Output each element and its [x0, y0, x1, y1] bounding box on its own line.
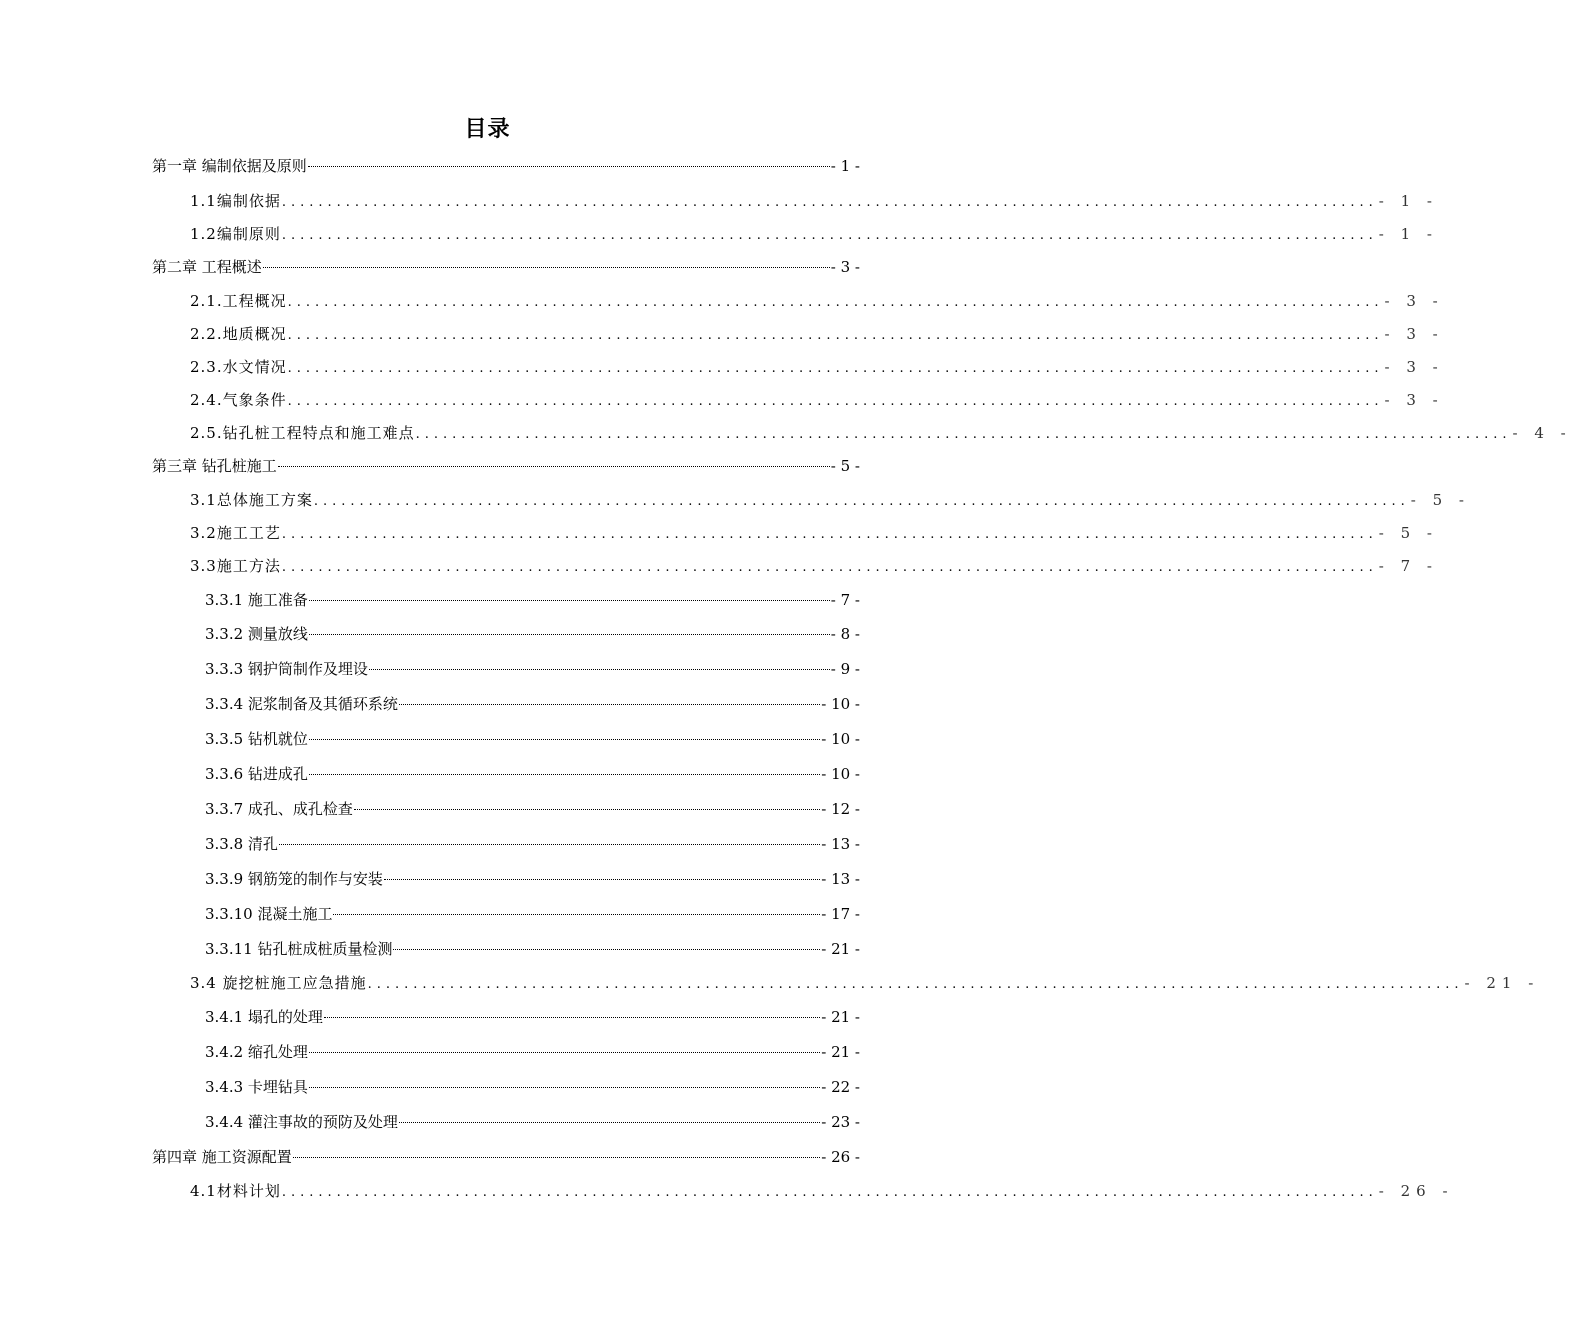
toc-dot-leader — [293, 1157, 820, 1158]
toc-entry[interactable] — [152, 255, 860, 279]
toc-page-number: - 21 - — [1464, 974, 1540, 992]
toc-entry-label: 3.4.3 卡埋钻具 — [205, 1078, 308, 1096]
toc-dot-leader: ........................................................................................................................ — [313, 494, 1410, 509]
toc-page-number: - 17 - — [821, 905, 860, 923]
toc-entry[interactable] — [190, 971, 1540, 995]
toc-entry[interactable] — [190, 488, 1470, 512]
toc-dot-leader: ........................................................................................................................ — [287, 394, 1384, 409]
toc-entry[interactable] — [190, 421, 1572, 445]
toc-entry-label: 3.3.7 成孔、成孔检查 — [205, 800, 353, 818]
toc-entry[interactable] — [190, 355, 1444, 379]
toc-page-number: - 3 - — [1384, 325, 1444, 343]
toc-entry[interactable] — [205, 902, 860, 926]
toc-entry[interactable] — [205, 657, 860, 681]
toc-entry[interactable] — [190, 554, 1438, 578]
toc-dot-leader: ........................................................................................................................ — [367, 977, 1464, 992]
toc-entry[interactable] — [205, 867, 860, 891]
toc-dot-leader — [278, 466, 830, 467]
toc-entry-label: 3.3.8 清孔 — [205, 835, 278, 853]
toc-page-number: - 21 - — [821, 1043, 860, 1061]
toc-page-number: - 3 - — [830, 258, 860, 276]
toc-page-number: - 10 - — [821, 765, 860, 783]
toc-entry[interactable] — [205, 762, 860, 786]
toc-page-number: - 9 - — [830, 660, 860, 678]
toc-title: 目录 — [464, 117, 511, 142]
toc-dot-leader — [369, 669, 830, 670]
toc-entry-label: 3.2施工工艺 — [190, 524, 281, 542]
toc-dot-leader: ........................................................................................................................ — [287, 328, 1384, 343]
toc-entry-label: 3.3.5 钻机就位 — [205, 730, 308, 748]
toc-page-number: - 1 - — [1378, 192, 1438, 210]
toc-page-number: - 5 - — [1378, 524, 1438, 542]
toc-entry-label: 第四章 施工资源配置 — [152, 1148, 292, 1166]
toc-entry-label: 3.4.1 塌孔的处理 — [205, 1008, 323, 1026]
toc-dot-leader — [309, 739, 820, 740]
toc-entry[interactable] — [152, 454, 860, 478]
toc-page-number: - 1 - — [830, 157, 860, 175]
toc-dot-leader — [309, 1052, 820, 1053]
toc-page-number: - 21 - — [821, 1008, 860, 1026]
toc-dot-leader — [308, 166, 830, 167]
toc-entry[interactable] — [205, 1075, 860, 1099]
toc-entry-label: 2.1.工程概况 — [190, 292, 287, 310]
toc-dot-leader: ........................................................................................................................ — [281, 1185, 1378, 1200]
toc-entry-label: 1.2编制原则 — [190, 225, 281, 243]
toc-page-number: - 26 - — [1378, 1182, 1454, 1200]
toc-entry-label: 3.3.11 钻孔桩成桩质量检测 — [205, 940, 393, 958]
toc-page-number: - 12 - — [821, 800, 860, 818]
toc-dot-leader: ........................................................................................................................ — [281, 560, 1378, 575]
toc-dot-leader — [279, 844, 820, 845]
toc-dot-leader — [384, 879, 820, 880]
toc-entry[interactable] — [152, 154, 860, 178]
toc-entry[interactable] — [205, 937, 860, 961]
toc-dot-leader — [393, 949, 820, 950]
toc-entry[interactable] — [190, 388, 1444, 412]
toc-entry[interactable] — [205, 832, 860, 856]
toc-page-number: - 13 - — [821, 835, 860, 853]
toc-entry[interactable] — [205, 1110, 860, 1134]
toc-page-number: - 1 - — [1378, 225, 1438, 243]
toc-dot-leader — [309, 774, 820, 775]
toc-entry-label: 1.1编制依据 — [190, 192, 281, 210]
toc-entry[interactable] — [205, 1005, 860, 1029]
toc-entry[interactable] — [205, 727, 860, 751]
toc-page-number: - 10 - — [821, 730, 860, 748]
toc-entry-label: 3.3施工方法 — [190, 557, 281, 575]
toc-entry-label: 第二章 工程概述 — [152, 258, 262, 276]
toc-page-number: - 3 - — [1384, 391, 1444, 409]
toc-entry-label: 3.4.4 灌注事故的预防及处理 — [205, 1113, 398, 1131]
toc-entry-label: 3.4.2 缩孔处理 — [205, 1043, 308, 1061]
toc-entry-label: 2.3.水文情况 — [190, 358, 287, 376]
toc-dot-leader — [309, 1087, 820, 1088]
toc-dot-leader: ........................................................................................................................ — [415, 427, 1512, 442]
toc-page-number: - 10 - — [821, 695, 860, 713]
toc-entry-label: 3.1总体施工方案 — [190, 491, 313, 509]
toc-entry[interactable] — [190, 322, 1444, 346]
toc-entry-label: 第三章 钻孔桩施工 — [152, 457, 277, 475]
toc-entry[interactable] — [205, 622, 860, 646]
toc-dot-leader — [309, 600, 830, 601]
toc-entry-label: 2.4.气象条件 — [190, 391, 287, 409]
toc-page-number: - 5 - — [1410, 491, 1470, 509]
toc-entry-label: 3.3.6 钻进成孔 — [205, 765, 308, 783]
toc-entry[interactable] — [190, 1179, 1454, 1203]
toc-dot-leader — [399, 1122, 820, 1123]
toc-page-number: - 3 - — [1384, 358, 1444, 376]
toc-entry[interactable] — [190, 521, 1438, 545]
toc-dot-leader — [399, 704, 820, 705]
toc-dot-leader — [333, 914, 820, 915]
toc-dot-leader: ........................................................................................................................ — [281, 527, 1378, 542]
toc-page-number: - 7 - — [1378, 557, 1438, 575]
toc-page-number: - 22 - — [821, 1078, 860, 1096]
toc-entry-label: 3.4 旋挖桩施工应急措施 — [190, 974, 367, 992]
toc-dot-leader: ........................................................................................................................ — [287, 361, 1384, 376]
toc-entry-label: 3.3.1 施工准备 — [205, 591, 308, 609]
toc-dot-leader — [263, 267, 830, 268]
toc-entry[interactable] — [205, 692, 860, 716]
toc-page-number: - 23 - — [821, 1113, 860, 1131]
toc-dot-leader: ........................................................................................................................ — [281, 228, 1378, 243]
toc-dot-leader: ........................................................................................................................ — [287, 295, 1384, 310]
toc-entry-label: 3.3.2 测量放线 — [205, 625, 308, 643]
toc-entry-label: 3.3.3 钢护筒制作及埋设 — [205, 660, 368, 678]
toc-page-number: - 8 - — [830, 625, 860, 643]
toc-dot-leader: ........................................................................................................................ — [281, 195, 1378, 210]
toc-dot-leader — [324, 1017, 820, 1018]
toc-entry[interactable] — [205, 1040, 860, 1064]
toc-entry-label: 3.3.10 混凝土施工 — [205, 905, 333, 923]
toc-page-number: - 5 - — [830, 457, 860, 475]
toc-entry-label: 3.3.9 钢筋笼的制作与安装 — [205, 870, 383, 888]
toc-entry-label: 第一章 编制依据及原则 — [152, 157, 307, 175]
toc-entry[interactable] — [190, 189, 1438, 213]
toc-page-number: - 3 - — [1384, 292, 1444, 310]
toc-page-number: - 26 - — [821, 1148, 860, 1166]
toc-dot-leader — [309, 634, 830, 635]
toc-page-number: - 21 - — [821, 940, 860, 958]
toc-entry-label: 2.2.地质概况 — [190, 325, 287, 343]
toc-entry-label: 2.5.钻孔桩工程特点和施工难点 — [190, 424, 415, 442]
toc-page-number: - 4 - — [1512, 424, 1572, 442]
toc-entry[interactable] — [190, 222, 1438, 246]
toc-entry-label: 4.1材料计划 — [190, 1182, 281, 1200]
toc-dot-leader — [354, 809, 820, 810]
toc-entry[interactable] — [190, 289, 1444, 313]
toc-page-number: - 7 - — [830, 591, 860, 609]
toc-entry[interactable] — [152, 1145, 860, 1169]
toc-entry[interactable] — [205, 588, 860, 612]
toc-entry[interactable] — [205, 797, 860, 821]
toc-entry-label: 3.3.4 泥浆制备及其循环系统 — [205, 695, 398, 713]
toc-page-number: - 13 - — [821, 870, 860, 888]
